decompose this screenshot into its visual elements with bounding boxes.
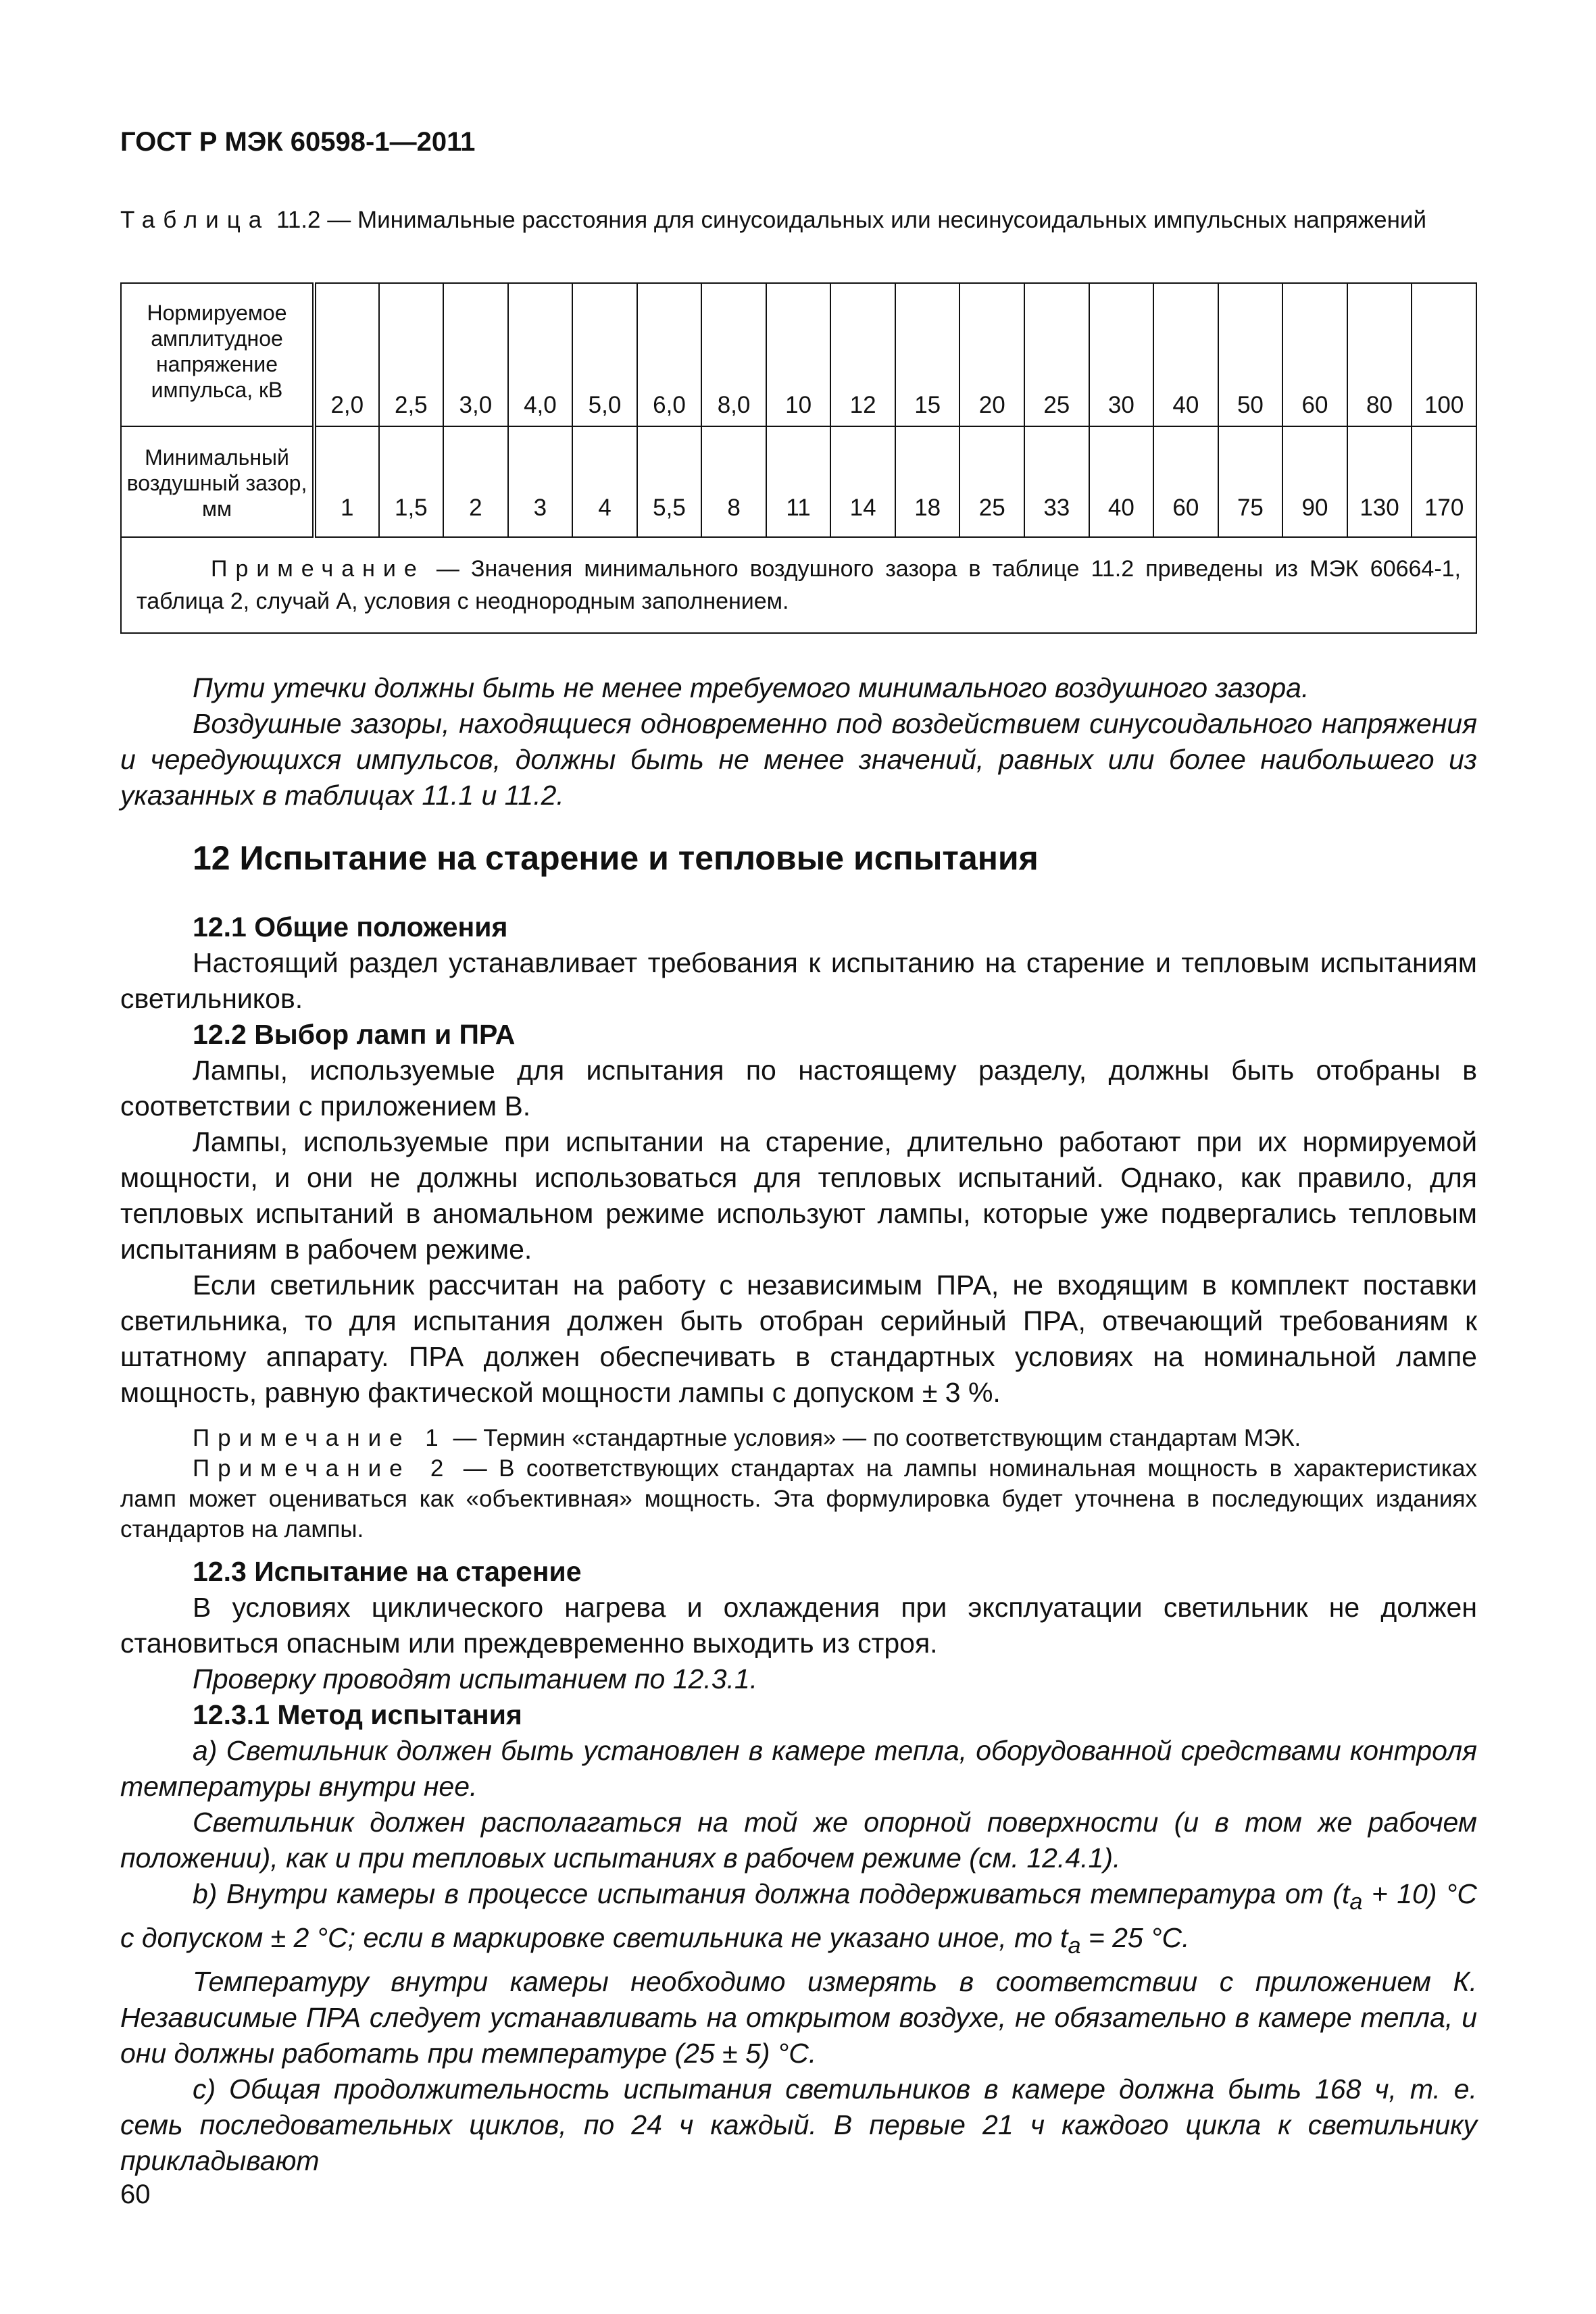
text-run: = 25 °С. <box>1080 1922 1190 1954</box>
paragraph: Пути утечки должны быть не менее требуемого минимального воздушного зазора. <box>193 672 1310 703</box>
note-label: Примечание 2 <box>193 1455 452 1482</box>
paragraph <box>120 1876 1477 1964</box>
table-note-label: Примечание <box>211 556 425 582</box>
clearance-cell: 40 <box>1089 426 1154 537</box>
caption-label: Таблица <box>120 207 270 233</box>
voltage-cell: 100 <box>1412 283 1476 426</box>
clearance-cell: 1 <box>314 426 379 537</box>
voltage-cell: 10 <box>766 283 831 426</box>
voltage-cell: 80 <box>1347 283 1412 426</box>
clearance-cell: 1,5 <box>379 426 444 537</box>
paragraphs-after-table <box>120 670 1477 813</box>
clearance-cell: 75 <box>1218 426 1283 537</box>
clearance-table <box>120 282 1477 634</box>
voltage-cell: 6,0 <box>637 283 702 426</box>
subsection-title: 12.3 Испытание на старение <box>193 1556 582 1587</box>
voltage-cell: 3,0 <box>443 283 508 426</box>
table-row <box>121 426 1476 537</box>
section-title: 12 Испытание на старение и тепловые испытания <box>193 839 1039 877</box>
table-caption <box>120 204 1477 236</box>
paragraph: Лампы, используемые для испытания по настоящему разделу, должны быть отобраны в соответствии с приложением В. <box>120 1055 1477 1122</box>
notes <box>120 1423 1477 1544</box>
voltage-cell: 60 <box>1282 283 1347 426</box>
subscript: a <box>1068 1933 1081 1959</box>
clearance-cell: 90 <box>1282 426 1347 537</box>
voltage-cell: 20 <box>959 283 1024 426</box>
paragraph: Светильник должен располагаться на той же опорной поверхности (и в том же рабочем положении), как и при тепловых испытаниях в рабочем режиме (см. 12.4.1). <box>120 1807 1477 1873</box>
clearance-cell: 11 <box>766 426 831 537</box>
paragraph: a) Светильник должен быть установлен в камере тепла, оборудованной средствами контроля температуры внутри нее. <box>120 1735 1477 1802</box>
subscript: a <box>1349 1889 1363 1915</box>
clearance-cell: 33 <box>1024 426 1089 537</box>
page-number: 60 <box>120 2180 151 2209</box>
voltage-cell: 30 <box>1089 283 1154 426</box>
voltage-cell: 4,0 <box>508 283 573 426</box>
voltage-cell: 50 <box>1218 283 1283 426</box>
paragraph: Если светильник рассчитан на работу с независимым ПРА, не входящим в комплект поставки светильника, то для испытания должен быть отобран серийный ПРА, отвечающий требованиям к штатному аппарату. ПРА должен обеспечивать в стандартных условиях на номинальной лампе мощность, равную фактической мощности лампы с допуском ± 3 %. <box>120 1269 1477 1408</box>
clearance-cell: 130 <box>1347 426 1412 537</box>
row-label-clearance: Минимальный воздушный зазор, мм <box>121 426 314 537</box>
paragraph: Воздушные зазоры, находящиеся одновременно под воздействием синусоидального напряжения и чередующихся импульсов, должны быть не менее значений, равных или более наибольшего из указанных в таблицах 11.1 и 11.2. <box>120 708 1477 811</box>
clearance-cell: 5,5 <box>637 426 702 537</box>
paragraph: c) Общая продолжительность испытания светильников в камере должна быть 168 ч, т. е. семь последовательных циклов, по 24 ч каждый. В первые 21 ч каждого цикла к светильнику прикладывают <box>120 2073 1477 2177</box>
subsection-title: 12.3.1 Метод испытания <box>193 1699 522 1730</box>
table-note-text: — Значения минимального воздушного зазора в таблице 11.2 приведены из МЭК 60664-1, таблица 2, случай А, условия с неоднородным заполнением. <box>136 556 1462 614</box>
note-text: — В соответствующих стандартах на лампы номинальная мощность в характеристиках ламп может оцениваться как «объективная» мощность. Эта формулировка будет уточнена в последующих изданиях стандартов на лампы. <box>120 1455 1477 1542</box>
subsection-title: 12.2 Выбор ламп и ПРА <box>193 1019 516 1050</box>
paragraph: В условиях циклического нагрева и охлаждения при эксплуатации светильник не должен становиться опасным или преждевременно выходить из строя. <box>120 1592 1477 1659</box>
note-text: — Термин «стандартные условия» — по соответствующим стандартам МЭК. <box>453 1425 1301 1451</box>
document-header: ГОСТ Р МЭК 60598-1—2011 <box>120 127 476 157</box>
caption-text: 11.2 — Минимальные расстояния для синусоидальных или несинусоидальных импульсных напряжений <box>276 207 1427 233</box>
row-label-voltage: Нормируемое амплитудное напряжение импульса, кВ <box>121 283 314 426</box>
clearance-cell: 18 <box>895 426 960 537</box>
note-label: Примечание 1 <box>193 1425 447 1451</box>
paragraph: Лампы, используемые при испытании на старение, длительно работают при их нормируемой мощности, и они не должны использоваться для тепловых испытаний. Однако, как правило, для тепловых испытаний в аномальном режиме используют лампы, которые уже подвергались тепловым испытаниям в рабочем режиме. <box>120 1126 1477 1265</box>
note-1 <box>120 1423 1477 1453</box>
subsection-title: 12.1 Общие положения <box>193 911 508 942</box>
paragraph: Проверку проводят испытанием по 12.3.1. <box>193 1663 758 1694</box>
voltage-cell: 8,0 <box>701 283 766 426</box>
clearance-cell: 3 <box>508 426 573 537</box>
voltage-cell: 2,0 <box>314 283 379 426</box>
voltage-cell: 12 <box>830 283 895 426</box>
clearance-cell: 170 <box>1412 426 1476 537</box>
voltage-cell: 25 <box>1024 283 1089 426</box>
clearance-cell: 60 <box>1153 426 1218 537</box>
paragraph: Настоящий раздел устанавливает требования к испытанию на старение и тепловым испытаниям светильников. <box>120 947 1477 1014</box>
section-12 <box>120 838 1477 2179</box>
clearance-cell: 14 <box>830 426 895 537</box>
table-note <box>121 537 1476 633</box>
text-run: b) Внутри камеры в процессе испытания должна поддерживаться температура от (t <box>193 1878 1350 1909</box>
clearance-cell: 2 <box>443 426 508 537</box>
voltage-cell: 2,5 <box>379 283 444 426</box>
table-row <box>121 283 1476 426</box>
voltage-cell: 15 <box>895 283 960 426</box>
note-2 <box>120 1453 1477 1544</box>
paragraph: Температуру внутри камеры необходимо измерять в соответствии с приложением К. Независимые ПРА следует устанавливать на открытом воздухе, не обязательно в камере тепла, и они должны работать при температуре (25 ± 5) °С. <box>120 1966 1477 2069</box>
voltage-cell: 40 <box>1153 283 1218 426</box>
clearance-cell: 4 <box>572 426 637 537</box>
voltage-cell: 5,0 <box>572 283 637 426</box>
table-note-row <box>121 537 1476 633</box>
clearance-cell: 25 <box>959 426 1024 537</box>
text-run: + 10) °С с допуском ± 2 °С; если в маркировке светильника не указано иное, то t <box>120 1878 1477 1954</box>
clearance-cell: 8 <box>701 426 766 537</box>
